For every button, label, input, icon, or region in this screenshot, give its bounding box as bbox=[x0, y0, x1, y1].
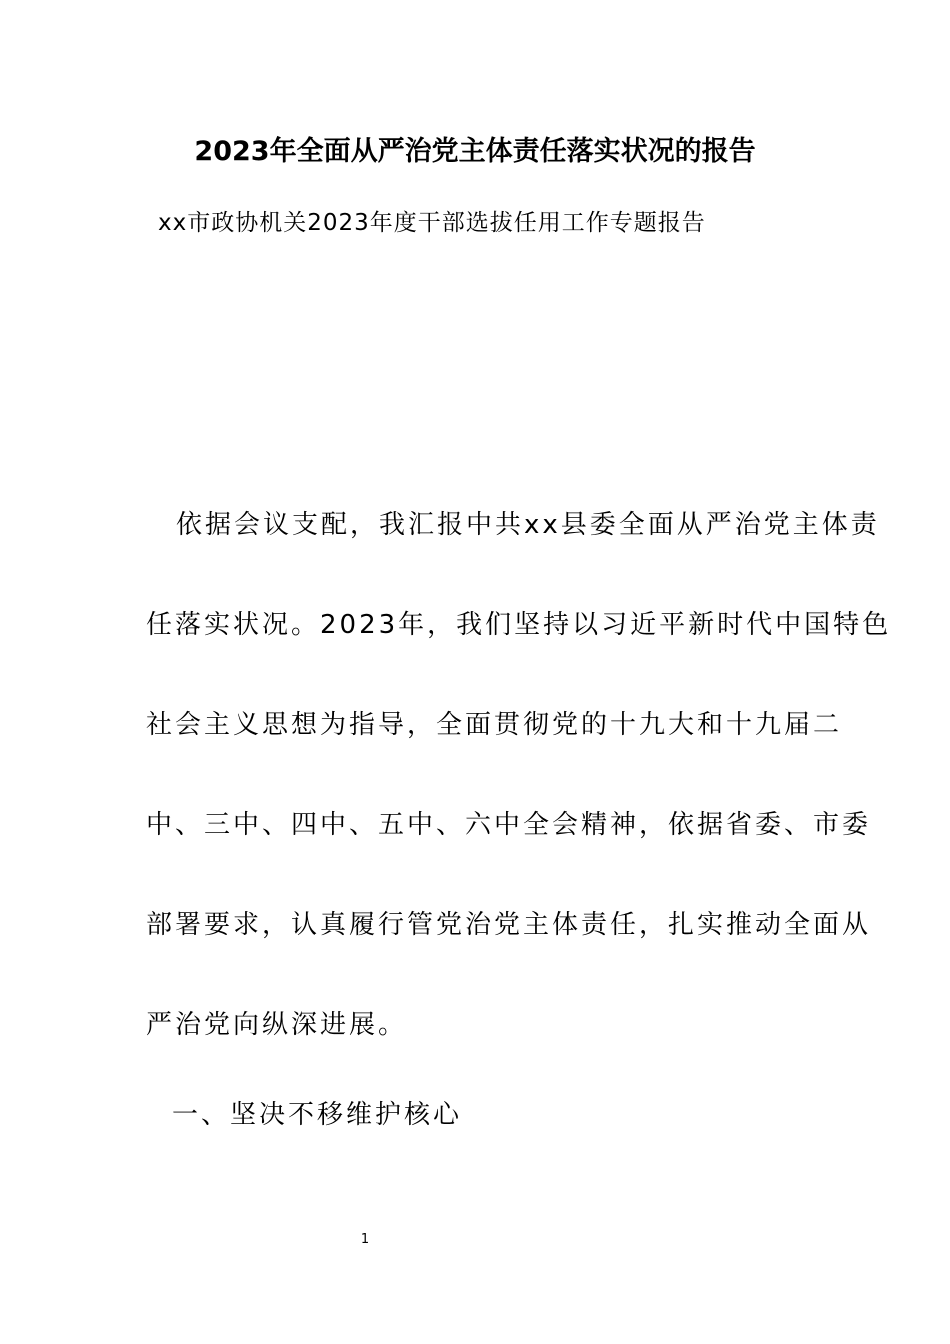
paragraph-line: 严治党向纵深进展。 bbox=[146, 1010, 408, 1040]
document-subtitle: xx市政协机关2023年度干部选拔任用工作专题报告 bbox=[158, 210, 706, 236]
page-number: 1 bbox=[360, 1232, 370, 1247]
paragraph-line: 任落实状况。2023年，我们坚持以习近平新时代中国特色 bbox=[146, 610, 892, 640]
paragraph-line: 依据会议支配，我汇报中共xx县委全面从严治党主体责 bbox=[176, 510, 880, 540]
document-title: 2023年全面从严治党主体责任落实状况的报告 bbox=[194, 136, 756, 167]
paragraph-line: 部署要求，认真履行管党治党主体责任，扎实推动全面从 bbox=[146, 910, 872, 940]
paragraph-line: 中、三中、四中、五中、六中全会精神，依据省委、市委 bbox=[146, 810, 872, 840]
paragraph-line: 社会主义思想为指导，全面贯彻党的十九大和十九届二 bbox=[146, 710, 843, 740]
body-paragraph bbox=[146, 505, 892, 1105]
section-heading: 一、坚决不移维护核心 bbox=[172, 1100, 463, 1130]
